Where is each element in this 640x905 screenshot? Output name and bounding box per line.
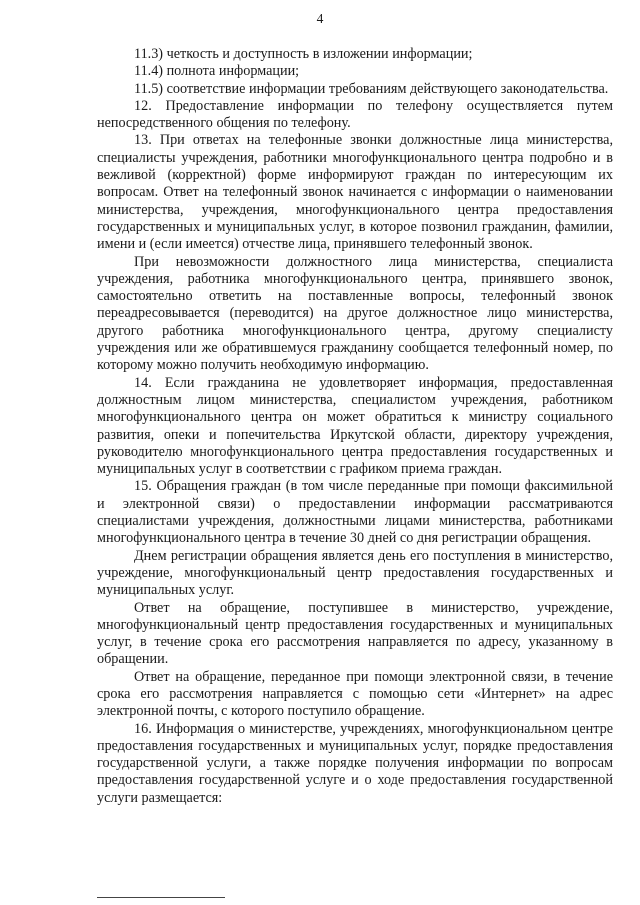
paragraph-12: 12. Предоставление информации по телефону осуществляется путем непосредственного общения по телефону. (97, 97, 613, 132)
footnote-separator (97, 897, 225, 898)
paragraph-15-registration-day: Днем регистрации обращения является день его поступления в министерство, учреждение, многофункциональный центр предоставления государственных и муниципальных услуг. (97, 547, 613, 599)
paragraph-14: 14. Если гражданина не удовлетворяет информация, предоставленная должностным лицом министерства, специалистом учреждения, работником многофункционального центра он может обратиться к министру социального развития, опеки и попечительства Иркутской области, директору учреждения, руководителю многофункционального центра предоставления государственных и муниципальных услуг в соответствии с графиком приема граждан. (97, 374, 613, 478)
paragraph-15-answer-electronic: Ответ на обращение, переданное при помощи электронной связи, в течение срока его рассмотрения направляется с помощью сети «Интернет» на адрес электронной почты, с которого поступило обращение. (97, 668, 613, 720)
paragraph-15: 15. Обращения граждан (в том числе переданные при помощи факсимильной и электронной связи) о предоставлении информации рассматриваются специалистами учреждения, должностными лицами министерства, работниками многофункционального центра в течение 30 дней со дня регистрации обращения. (97, 478, 613, 547)
paragraph-13-continued: При невозможности должностного лица министерства, специалиста учреждения, работника многофункционального центра, принявшего звонок, самостоятельно ответить на поставленные вопросы, телефонный звонок переадресовывается (переводится) на другое должностное лицо министерства, другого работника многофункционального центра, другому специалисту учреждения или же обратившемуся гражданину сообщается телефонный номер, по которому можно получить необходимую информацию. (97, 253, 613, 374)
paragraph-11-4: 11.4) полнота информации; (134, 63, 300, 80)
paragraph-16: 16. Информация о министерстве, учреждениях, многофункциональном центре предоставления государственных и муниципальных услуг, порядке предоставления государственной услуги, а также порядке получения информации по вопросам предоставления государственной услуге и о ходе предоставления государственной услуги размещается: (97, 720, 613, 806)
paragraph-11-3: 11.3) четкость и доступность в изложении информации; (134, 46, 473, 62)
document-body (97, 46, 613, 807)
paragraph-13: 13. При ответах на телефонные звонки должностные лица министерства, специалисты учреждения, работники многофункционального центра подробно и в вежливой (корректной) форме информируют граждан по интересующим их вопросам. Ответ на телефонный звонок начинается с информации о наименовании министерства, учреждения, многофункционального центра предоставления государственных и муниципальных услуг, в которое позвонил гражданин, фамилии, имени и (если имеется) отчестве лица, принявшего телефонный звонок. (97, 132, 613, 253)
paragraph-15-answer-by-address: Ответ на обращение, поступившее в министерство, учреждение, многофункциональный центр предоставления государственных и муниципальных услуг, в течение срока его рассмотрения направляется по адресу, указанному в обращении. (97, 599, 613, 668)
paragraph-11-5: 11.5) соответствие информации требованиям действующего законодательства. (134, 80, 609, 97)
page-number: 4 (316, 11, 324, 26)
